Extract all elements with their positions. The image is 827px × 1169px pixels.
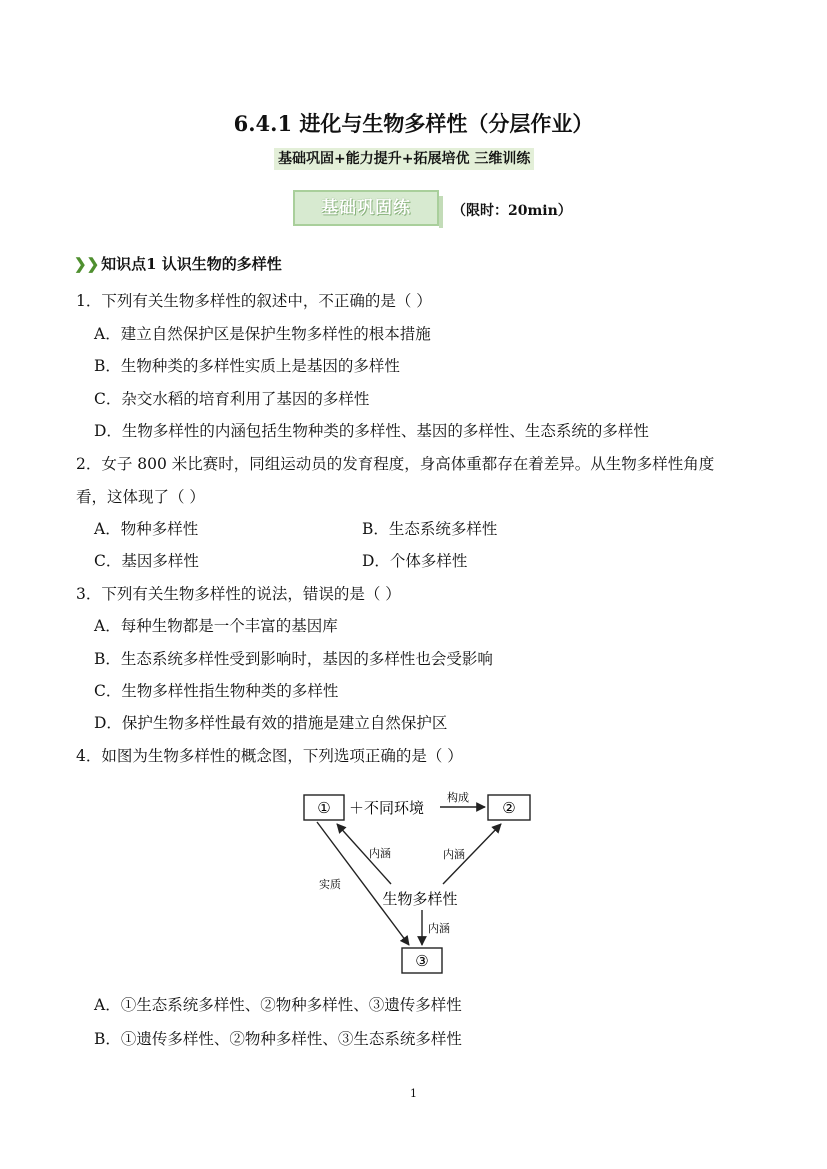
- question-2-option-b: B．生态系统多样性: [362, 520, 498, 538]
- page-number: 1: [410, 1087, 417, 1100]
- question-2-stem-line1: 2．女子 800 米比赛时，同组运动员的发育程度，身高体重都存在着差异。从生物多样性角度: [76, 455, 715, 473]
- compose-label: 构成: [447, 791, 469, 804]
- question-2-option-a: A．物种多样性: [94, 520, 199, 538]
- question-4-option-a: A．①生态系统多样性、②物种多样性、③遗传多样性: [94, 996, 462, 1014]
- question-1-option-a: A．建立自然保护区是保护生物多样性的根本措施: [94, 325, 431, 343]
- question-3-stem: 3．下列有关生物多样性的说法，错误的是（ ）: [76, 585, 401, 603]
- essence-label: 实质: [319, 878, 341, 891]
- box-1-label: ①: [317, 799, 331, 817]
- question-1-option-d: D．生物多样性的内涵包括生物种类的多样性、基因的多样性、生态系统的多样性: [94, 422, 649, 440]
- question-1-option-c: C．杂交水稻的培育利用了基因的多样性: [94, 390, 370, 408]
- connote-bottom-label: 内涵: [428, 922, 450, 935]
- knowledge-point-heading: [74, 253, 282, 274]
- question-3-option-c: C．生物多样性指生物种类的多样性: [94, 682, 339, 700]
- question-4-option-b: B．①遗传多样性、②物种多样性、③生态系统多样性: [94, 1030, 462, 1048]
- question-3-option-b: B．生态系统多样性受到影响时，基因的多样性也会受影响: [94, 650, 493, 668]
- box-3-label: ③: [415, 952, 429, 970]
- connote-right-label: 内涵: [443, 848, 465, 861]
- question-1-stem: 1．下列有关生物多样性的叙述中，不正确的是（ ）: [76, 292, 432, 310]
- question-2-stem-line2: 看，这体现了（ ）: [76, 488, 205, 506]
- page-title: 6.4.1 进化与生物多样性（分层作业）: [233, 111, 594, 136]
- question-2-option-d: D．个体多样性: [362, 552, 468, 570]
- question-2-option-c: C．基因多样性: [94, 552, 199, 570]
- subtitle: 基础巩固+能力提升+拓展培优 三维训练: [274, 148, 534, 170]
- question-3-option-a: A．每种生物都是一个丰富的基因库: [94, 617, 338, 635]
- center-label: 生物多样性: [382, 890, 458, 908]
- knowledge-point-label: 知识点1 认识生物的多样性: [101, 255, 282, 273]
- double-chevron-icon: ❯❯: [74, 255, 100, 273]
- connote-left-label: 内涵: [369, 847, 391, 860]
- question-4-stem: 4．如图为生物多样性的概念图，下列选项正确的是（ ）: [76, 747, 463, 765]
- question-3-option-d: D．保护生物多样性最有效的措施是建立自然保护区: [94, 714, 448, 732]
- biodiversity-concept-diagram: [295, 780, 545, 980]
- section-badge: 基础巩固练: [293, 190, 439, 226]
- env-label: ＋不同环境: [349, 799, 425, 817]
- box-2-label: ②: [502, 799, 516, 817]
- time-limit: （限时：20min）: [452, 203, 572, 219]
- question-1-option-b: B．生物种类的多样性实质上是基因的多样性: [94, 357, 400, 375]
